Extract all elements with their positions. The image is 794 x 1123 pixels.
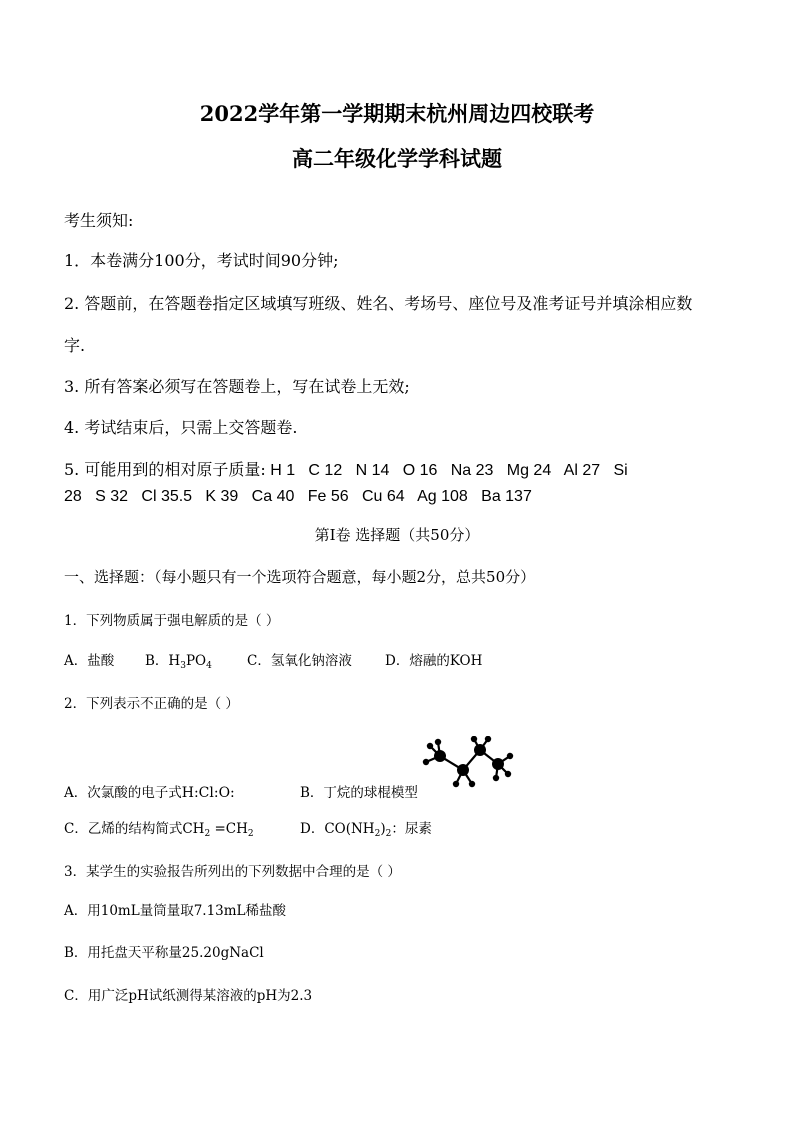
q2-option-d-label: D． xyxy=(300,821,325,837)
q1-option-b-label: B． xyxy=(145,653,169,669)
formula-h: H xyxy=(168,653,181,669)
notice-item-2: 2. 答题前，在答题卷指定区域填写班级、姓名、考场号、座位号及准考证号并填涂相应数 xyxy=(64,294,693,313)
formula-co-nh: CO(NH xyxy=(324,821,375,837)
ethylene-structure-formula xyxy=(182,821,253,837)
part1-heading: 一、选择题：（每小题只有一个选项符合题意，每小题2分，总共50分） xyxy=(64,568,536,586)
q3-option-a: A．用10mL量筒量取7.13mL稀盐酸 xyxy=(64,903,287,919)
formula-sub-2c: 2 xyxy=(374,829,381,839)
formula-ch: CH xyxy=(182,821,205,837)
q2-stem: 2．下列表示不正确的是（ ） xyxy=(64,696,239,712)
q2-option-d xyxy=(300,817,432,839)
formula-paren: ) xyxy=(380,821,386,837)
q1-option-c: C．氢氧化钠溶液 xyxy=(247,653,352,669)
notice-item-4: 4. 考试结束后，只需上交答题卷. xyxy=(64,418,298,437)
formula-sub-3: 3 xyxy=(180,661,186,671)
formula-sub-2: 2 xyxy=(204,829,211,839)
q2-option-a xyxy=(64,781,235,801)
q2-option-c xyxy=(64,817,254,839)
notice-item-5-prefix: 5. 可能用到的相对原子质量: xyxy=(64,460,266,479)
atomic-masses-line1: H 1 C 12 N 14 O 16 Na 23 Mg 24 Al 27 Si xyxy=(265,462,628,479)
q1-option-b-formula xyxy=(168,653,211,669)
q1-option-d-label: D．熔融的 xyxy=(385,653,450,669)
q2-option-b: B．丁烷的球棍模型 xyxy=(300,785,418,801)
notice-item-1: 1．本卷满分100分，考试时间90分钟; xyxy=(64,251,339,270)
butane-ball-stick-model xyxy=(418,736,518,794)
q2-option-a-label: A．次氯酸的电子式 xyxy=(64,785,182,801)
formula-sub-2d: 2 xyxy=(385,829,392,839)
exam-title: 2022学年第一学期期末杭州周边四校联考 xyxy=(199,101,595,126)
atomic-masses-line2: 28 S 32 Cl 35.5 K 39 Ca 40 Fe 56 Cu 64 Ag 108 Ba 137 xyxy=(64,488,532,505)
q3-option-b: B．用托盘天平称量25.20gNaCl xyxy=(64,945,264,961)
notice-item-2-cont: 字. xyxy=(64,336,86,355)
urea-formula xyxy=(324,821,391,837)
notice-item-3: 3. 所有答案必须写在答题卷上，写在试卷上无效; xyxy=(64,377,410,396)
hypochlorous-electron-formula: H:Cl:O: xyxy=(181,785,235,801)
exam-subtitle: 高二年级化学学科试题 xyxy=(292,146,502,171)
q3-stem: 3．某学生的实验报告所列出的下列数据中合理的是（ ） xyxy=(64,864,401,880)
notice-heading: 考生须知: xyxy=(64,211,134,230)
q2-option-c-label: C．乙烯的结构简式 xyxy=(64,821,183,837)
q1-option-d-formula: KOH xyxy=(449,653,483,669)
q3-option-c: C．用广泛pH试纸测得某溶液的pH为2.3 xyxy=(64,988,313,1004)
formula-eq-ch: =CH xyxy=(210,821,248,837)
formula-sub-4: 4 xyxy=(206,661,212,671)
section-title: 第Ⅰ卷 选择题（共50分） xyxy=(314,526,480,544)
formula-sub-2b: 2 xyxy=(247,829,254,839)
formula-po: PO xyxy=(185,653,207,669)
q1-option-d xyxy=(385,649,482,669)
q1-option-b xyxy=(145,649,212,671)
notice-item-5 xyxy=(64,457,628,480)
q1-option-a: A．盐酸 xyxy=(64,653,115,669)
q1-stem: 1．下列物质属于强电解质的是（ ） xyxy=(64,613,280,629)
q2-option-d-suffix: ：尿素 xyxy=(391,821,432,837)
